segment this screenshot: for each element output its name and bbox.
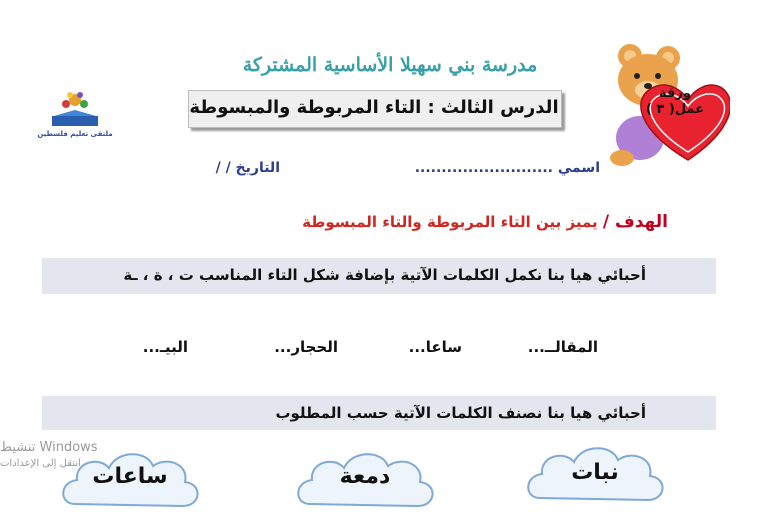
exercise-1-banner (42, 258, 716, 294)
lesson-title: الدرس الثالث : التاء المربوطة والمبسوطة (189, 97, 559, 118)
exercise-2-instruction: أحبائي هيا بنا نصنف الكلمات الآتية حسب المطلوب (275, 404, 646, 422)
windows-activation-watermark: تنشيط Windows (0, 440, 98, 455)
exercise-2-banner (42, 396, 716, 430)
exercise-1-word: الحجار... (274, 338, 338, 356)
worksheet-line-1: ورقة (659, 86, 691, 101)
exercise-1-word: البيـ... (142, 338, 188, 356)
school-name: مدرسة بني سهيلا الأساسية المشتركة (242, 54, 538, 76)
cloud-word: نبات (571, 460, 619, 485)
worksheet-line-2: عمل( ٣ ) (645, 102, 705, 117)
student-info-row (150, 160, 600, 186)
goal-text: يميز بين التاء المربوطة والتاء المبسوطة (302, 213, 603, 231)
cloud-word: دمعة (339, 464, 391, 489)
lesson-goal (302, 212, 668, 232)
exercise-1-instruction: أحبائي هيا بنا نكمل الكلمات الآتية بإضافة شكل التاء المناسب ت ، ة ، ـة (123, 266, 646, 284)
logo-caption: ملتقى تعليم فلسطين (37, 130, 113, 138)
exercise-1-word: ساعا... (408, 338, 462, 356)
cloud-shape (290, 444, 440, 514)
date-field: التاريخ / / (215, 160, 280, 176)
student-name-field: اسمي .......................... (414, 160, 600, 176)
windows-activation-hint: انتقل إلى الإعدادات (0, 458, 81, 469)
worksheet-number-label (640, 86, 710, 118)
goal-label: الهدف / (602, 212, 668, 232)
exercise-1-word: المقالــ... (527, 338, 598, 356)
cloud-word: ساعات (92, 464, 168, 489)
cloud-shape (520, 438, 670, 508)
